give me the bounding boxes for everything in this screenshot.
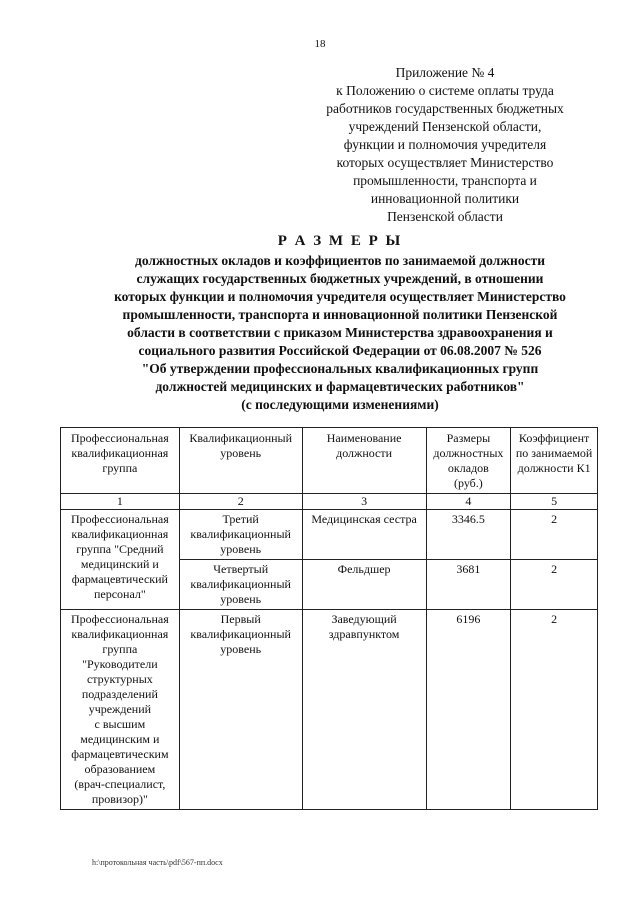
cell-text: уровень [220,542,262,556]
salary-cell: 6196 [426,610,511,810]
coefficient-cell: 2 [511,510,598,560]
cell-text: уровень [220,642,262,656]
heading-line: которых функции и полномочия учредителя осуществляет Министерство [114,289,566,304]
level-cell [179,560,302,610]
heading-line: социального развития Российской Федерации от 06.08.2007 № 526 [138,343,542,358]
column-number: 1 [61,494,180,510]
header-group [61,428,180,494]
cell-text: учреждений [88,702,152,716]
cell-text: образованием [84,762,156,776]
heading-line: должностных окладов и коэффициентов по занимаемой должности [135,253,545,268]
header-text: группа [102,461,138,475]
header-coefficient [511,428,598,494]
cell-text: квалификационная [71,527,169,541]
cell-text: структурных [86,672,153,686]
appendix-block [300,64,590,226]
column-number-row [61,494,598,510]
appendix-line: учреждений Пензенской области, [348,119,542,134]
header-text: Профессиональная [71,431,169,445]
level-cell [179,610,302,810]
cell-text: фармацевтический [71,572,168,586]
appendix-line: которых осуществляет Министерство [336,155,554,170]
cell-text: Профессиональная [71,512,169,526]
table-header-row [61,428,598,494]
page-number: 18 [314,38,326,50]
salary-table [60,427,598,810]
cell-text: персонал" [93,587,146,601]
appendix-line: Пензенской области [387,209,503,224]
cell-text: группа [102,642,138,656]
position-cell: Медицинская сестра [302,510,426,560]
cell-text: с высшим [94,717,146,731]
header-text: окладов [447,461,489,475]
appendix-line: работников государственных бюджетных [326,101,564,116]
level-cell [179,510,302,560]
appendix-line: к Положению о системе оплаты труда [336,83,554,98]
cell-text: группа "Средний [76,542,164,556]
table-row [61,610,598,810]
header-text: должностных [433,446,504,460]
cell-text: (врач-специалист, [74,777,166,791]
cell-text: Заведующий [331,612,397,626]
salary-cell: 3346.5 [426,510,511,560]
header-salary [426,428,511,494]
cell-text: провизор)" [91,792,148,806]
heading-line: служащих государственных бюджетных учреждений, в отношении [136,271,544,286]
document-title: Р А З М Е Р Ы [277,233,403,249]
appendix-line: Приложение № 4 [395,65,495,80]
coefficient-cell: 2 [511,560,598,610]
cell-text: Третий [222,512,259,526]
column-number: 5 [511,494,598,510]
group-cell [61,510,180,610]
document-heading [80,232,600,414]
table-row [61,510,598,560]
coefficient-cell: 2 [511,610,598,810]
file-path-footer: h:\протокольная часть\pdf\567-пп.docx [92,858,223,867]
cell-text: квалификационный [190,577,291,591]
cell-text: квалификационный [190,627,291,641]
header-position [302,428,426,494]
header-text: уровень [220,446,262,460]
appendix-line: функции и полномочия учредителя [343,137,547,152]
position-cell [302,610,426,810]
heading-line: области в соответствии с приказом Министерства здравоохранения и [127,325,553,340]
heading-line: промышленности, транспорта и инновационной политики Пензенской [122,307,558,322]
cell-text: медицинским и [80,732,160,746]
header-text: Коэффициент [518,431,590,445]
cell-text: фармацевтическим [71,747,169,761]
cell-text: квалификационная [71,627,169,641]
header-text: квалификационная [71,446,169,460]
cell-text: Четвертый [213,562,269,576]
cell-text: медицинский и [80,557,159,571]
salary-cell: 3681 [426,560,511,610]
header-text: должности [336,446,393,460]
header-text: Размеры [446,431,491,445]
cell-text: квалификационный [190,527,291,541]
cell-text: уровень [220,592,262,606]
cell-text: здравпунктом [328,627,400,641]
header-text: Наименование [326,431,402,445]
header-text: Квалификационный [189,431,293,445]
appendix-line: инновационной политики [370,191,520,206]
cell-text: подразделений [81,687,158,701]
header-text: (руб.) [453,476,483,490]
heading-line: (с последующими изменениями) [241,397,439,412]
column-number: 2 [179,494,302,510]
group-cell [61,610,180,810]
heading-line: должностей медицинских и фармацевтических работников" [155,379,525,394]
position-cell: Фельдшер [302,560,426,610]
cell-text: "Руководители [82,657,158,671]
heading-line: "Об утверждении профессиональных квалификационных групп [141,361,539,376]
column-number: 4 [426,494,511,510]
column-number: 3 [302,494,426,510]
header-text: по занимаемой [515,446,593,460]
cell-text: Профессиональная [71,612,169,626]
appendix-line: промышленности, транспорта и [353,173,537,188]
header-text: должности К1 [517,461,591,475]
cell-text: Первый [220,612,261,626]
header-level [179,428,302,494]
